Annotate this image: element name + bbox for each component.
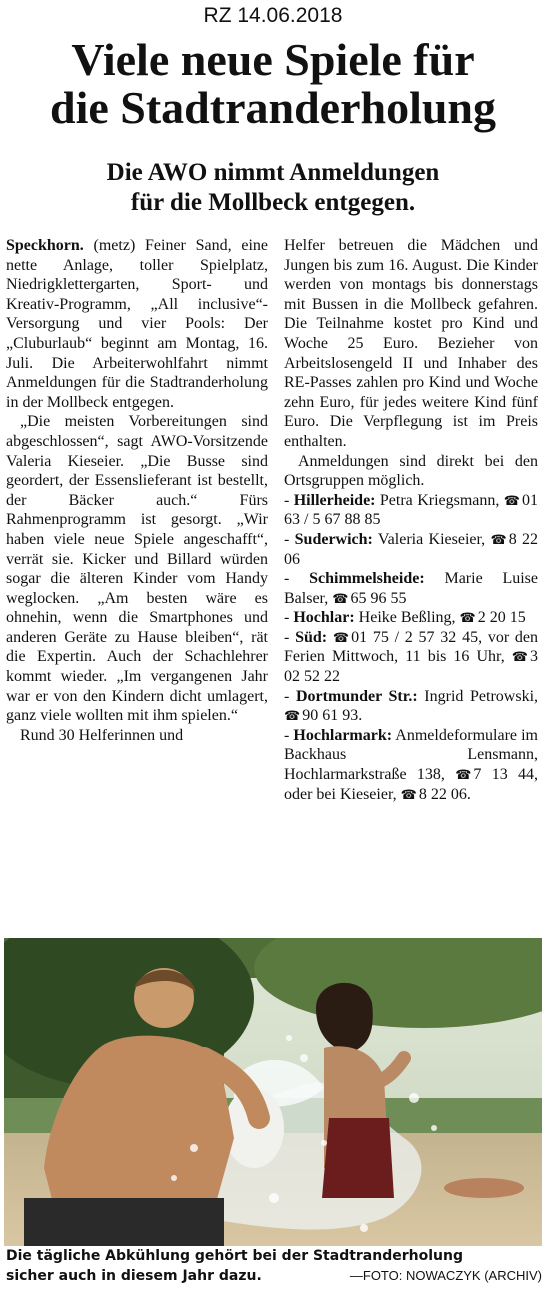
- subheadline: [0, 158, 546, 218]
- list-dash: -: [284, 570, 310, 588]
- headline-line-1: Viele neue Spiele für: [71, 34, 475, 85]
- telephone-icon: ☎: [490, 531, 507, 547]
- contact-text: Anmeldeformulare im Backhaus Lensmann, Hochlarmarkstraße 138,: [284, 726, 538, 784]
- list-dash: -: [284, 726, 294, 744]
- article-column-left: [6, 236, 268, 745]
- contact-entry: [284, 726, 538, 804]
- subheadline-line-1: Die AWO nimmt Anmeldungen: [106, 159, 440, 186]
- paragraph-1: [6, 236, 268, 412]
- photo-children-water-splash: [4, 938, 542, 1246]
- headline-line-2: die Stadtranderholung: [49, 82, 497, 133]
- contact-group-name: Dortmunder Str.:: [295, 687, 418, 705]
- list-dash: -: [284, 628, 296, 646]
- contact-group-name: Hochlarmark:: [293, 726, 393, 744]
- list-dash: -: [284, 491, 294, 509]
- contact-group-name: Suderwich:: [294, 530, 373, 548]
- contact-phone: 7 13 44: [473, 766, 534, 784]
- contact-group-name: Hillerheide:: [293, 491, 376, 509]
- telephone-icon: ☎: [511, 649, 528, 665]
- list-dash: -: [284, 687, 296, 705]
- contact-text: Petra Kriegsmann,: [375, 491, 504, 509]
- contact-entry: [284, 628, 538, 687]
- contact-entry: [284, 687, 538, 726]
- contact-group-name: Hochlar:: [293, 609, 355, 627]
- contact-entry: [284, 569, 538, 608]
- contact-list: [284, 491, 538, 805]
- contact-group-name: Schimmelsheide:: [309, 570, 425, 588]
- contact-phone: 90 61 93.: [302, 707, 363, 725]
- telephone-icon: ☎: [284, 708, 301, 724]
- caption-line-2: sicher auch in diesem Jahr dazu.: [6, 1268, 262, 1284]
- photo-credit: —FOTO: NOWACZYK (ARCHIV): [349, 1268, 542, 1283]
- list-dash: -: [284, 530, 295, 548]
- telephone-icon: ☎: [332, 629, 350, 645]
- contact-group-name: Süd:: [295, 628, 328, 646]
- contact-text: Heike Beßling,: [354, 609, 460, 627]
- contact-phone: 8 22 06.: [418, 785, 471, 803]
- contact-phone: 2 20 15: [477, 609, 526, 627]
- article-column-right: [284, 236, 538, 804]
- telephone-icon: ☎: [459, 610, 476, 626]
- contact-entry: [284, 491, 538, 530]
- caption-line-1: Die tägliche Abkühlung gehört bei der Stadtranderholung: [6, 1248, 463, 1264]
- subheadline-line-2: für die Mollbeck entgegen.: [130, 189, 416, 216]
- photo-image: [4, 938, 542, 1246]
- contact-phone: 8 22 06: [284, 530, 538, 568]
- dateline-location: Speckhorn.: [6, 237, 84, 254]
- contact-text: Marie Luise Balser,: [284, 570, 539, 607]
- paragraph-3: Rund 30 Helferinnen und: [20, 726, 184, 744]
- telephone-icon: ☎: [332, 590, 349, 606]
- contact-text: , vor den Ferien Mittwoch, 11 bis 16 Uhr,: [284, 628, 539, 666]
- telephone-icon: ☎: [503, 492, 520, 508]
- paragraph-2: „Die meisten Vorbereitungen sind abgeschlossen“, sagt AWO-Vorsitzende Valeria Kieseier. „Die Busse sind geordert, der Essenslieferant ist bestellt, der Bäcker auch.“ Fürs Rahmenprogramm ist gesorgt. „Wir haben viele neue Spiele angeschafft“, verrät sie. Kicker und Billard würden sogar die älteren Kinder vom Handy weglocken. „Am besten wäre es ohnehin, wenn die Smartphones und anderen Geräte zu Hause bleiben“, rät die Expertin. Auch der Schachlehrer kommt wieder. „Im vergangenen Jahr war er von den Kindern dicht umlagert, ganz viele wollten mit ihm spielen.“: [6, 413, 268, 725]
- telephone-icon: ☎: [455, 767, 472, 783]
- dateline: RZ 14.06.2018: [203, 4, 343, 27]
- photo-caption: [6, 1246, 542, 1286]
- list-dash: -: [284, 609, 294, 627]
- contact-text: Ingrid Petrowski,: [417, 687, 539, 705]
- paragraph-5: Anmeldungen sind direkt bei den Ortsgruppen möglich.: [284, 452, 538, 490]
- contact-phone: 01 63 / 5 67 88 85: [284, 491, 538, 529]
- paragraph-4: Helfer betreuen die Mädchen und Jungen bis zum 16. August. Die Kinder werden von montags bis donnerstags mit Bussen in die Mollbeck gefahren. Die Teilnahme kostet pro Kind und Woche 25 Euro. Bezieher von Arbeitslosengeld II und Inhaber des RE-Passes zahlen pro Kind und Woche zehn Euro, für jedes weitere Kind fünf Euro. Die Verpflegung ist im Preis enthalten.: [284, 237, 538, 450]
- headline: [0, 36, 546, 132]
- contact-text: , oder bei Kieseier,: [284, 766, 538, 803]
- contact-entry: [284, 530, 538, 569]
- contact-phone: 01 75 / 2 57 32 45: [351, 628, 479, 646]
- contact-phone: 3 02 52 22: [284, 648, 538, 686]
- contact-entry: [284, 608, 538, 628]
- contact-phone: 65 96 55: [350, 589, 407, 607]
- telephone-icon: ☎: [400, 786, 417, 802]
- contact-text: Valeria Kieseier,: [372, 530, 491, 548]
- paragraph-1-text: (metz) Feiner Sand, eine nette Anlage, toller Spielplatz, Niedrigklettergarten, Sport- und Kreativ-Programm, „All inclusive“-Versorgung und vier Pools: Der „Cluburlaub“ beginnt am Montag, 16. Juli. Die Arbeiterwohlfahrt nimmt Anmeldungen für die Stadtranderholung in der Mollbeck entgegen.: [6, 237, 268, 411]
